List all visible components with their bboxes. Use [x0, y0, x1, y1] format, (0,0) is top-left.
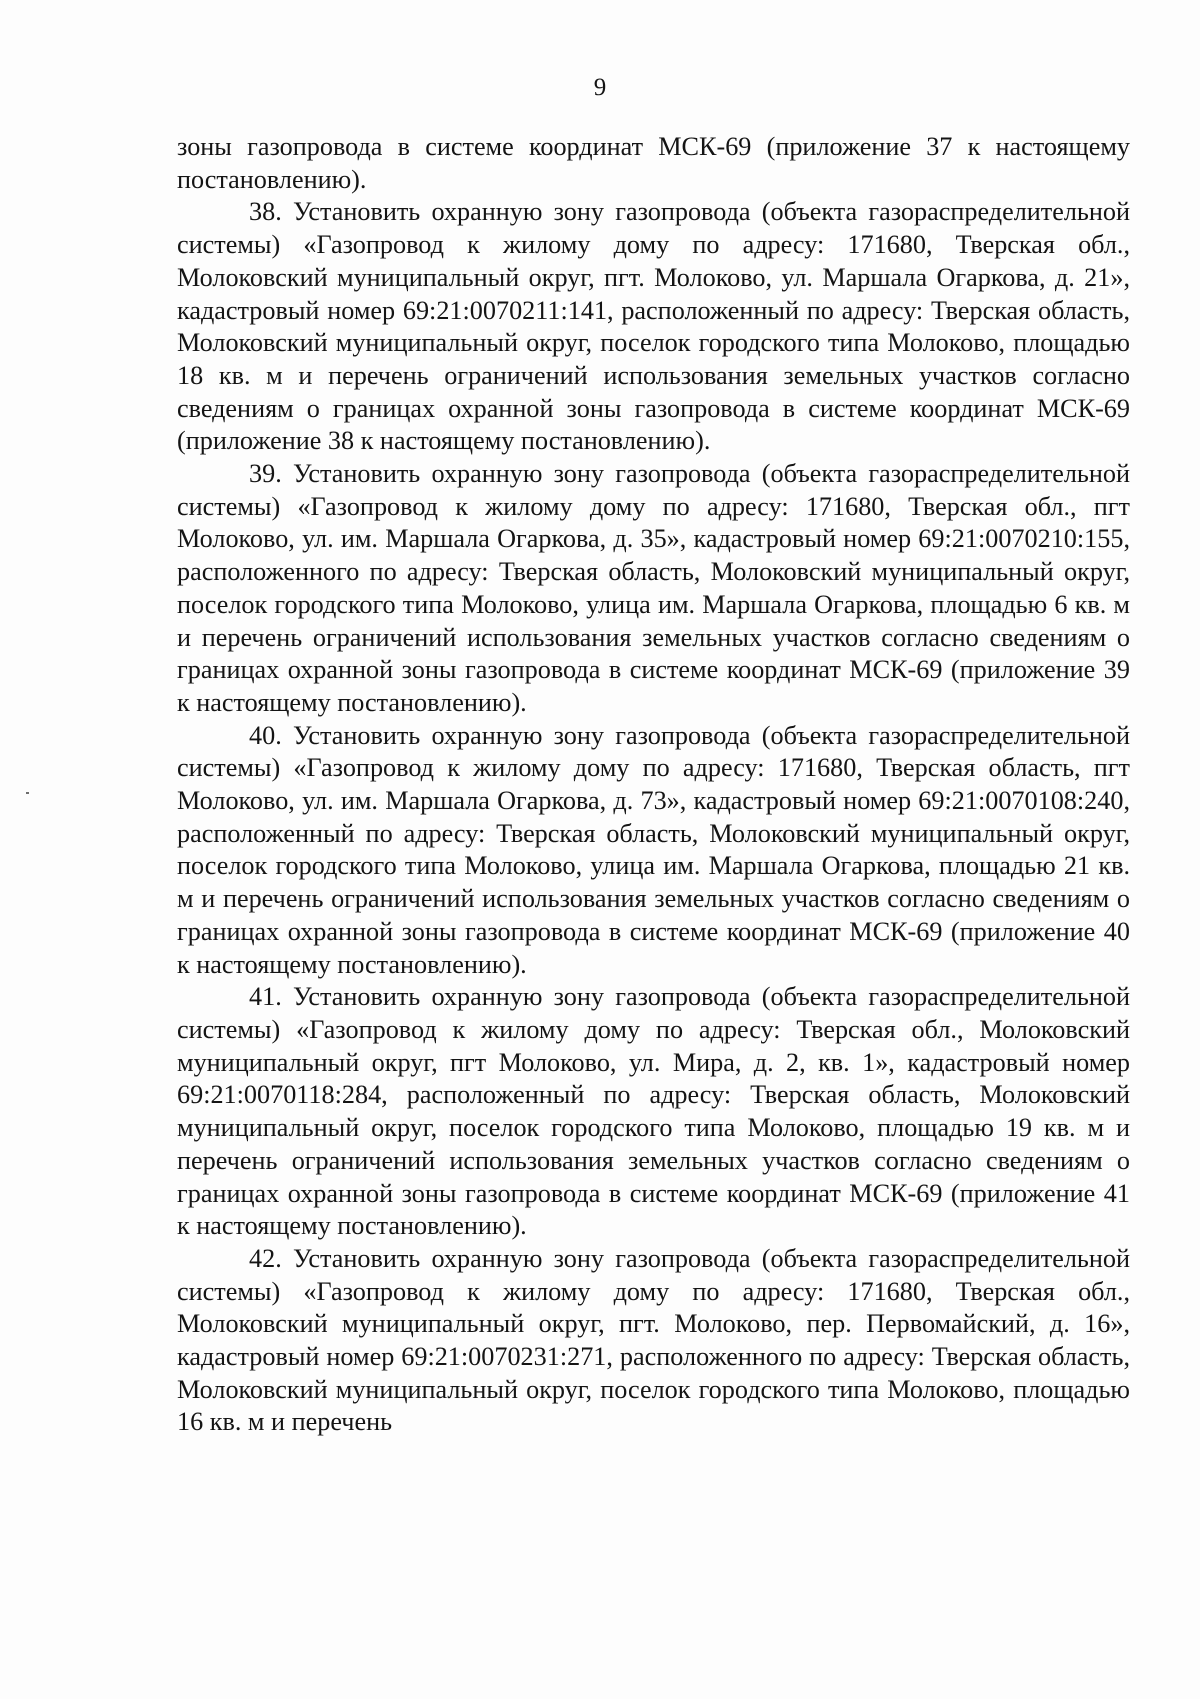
paragraph-item-38: 38. Установить охранную зону газопровода (объекта газораспределительной системы) «Газопровод к жилому дому по адресу: 171680, Тверская обл., Молоковский муниципальный округ, пгт. Молоково, ул. Маршала Огаркова, д. 21», кадастровый номер 69:21:0070211:141, расположенный по адресу: Тверская область, Молоковский муниципальный округ, поселок городского типа Молоково, площадью 18 кв. м и перечень ограничений использования земельных участков согласно сведениям о границах охранной зоны газопровода в системе координат МСК-69 (приложение 38 к настоящему постановлению).	[177, 197, 1130, 456]
paragraph-item-42: 42. Установить охранную зону газопровода (объекта газораспределительной системы) «Газопровод к жилому дому по адресу: 171680, Тверская обл., Молоковский муниципальный округ, пгт. Молоково, пер. Первомайский, д. 16», кадастровый номер 69:21:0070231:271, расположенного по адресу: Тверская область, Молоковский муниципальный округ, поселок городского типа Молоково, площадью 16 кв. м и перечень	[177, 1243, 1130, 1437]
paragraph-item-40: 40. Установить охранную зону газопровода (объекта газораспределительной системы) «Газопровод к жилому дому по адресу: 171680, Тверская область, пгт Молоково, ул. им. Маршала Огаркова, д. 73», кадастровый номер 69:21:0070108:240, расположенный по адресу: Тверская область, Молоковский муниципальный округ, поселок городского типа Молоково, улица им. Маршала Огаркова, площадью 21 кв. м и перечень ограничений использования земельных участков согласно сведениям о границах охранной зоны газопровода в системе координат МСК-69 (приложение 40 к настоящему постановлению).	[177, 720, 1130, 979]
paragraph-item-41: 41. Установить охранную зону газопровода (объекта газораспределительной системы) «Газопровод к жилому дому по адресу: Тверская обл., Молоковский муниципальный округ, пгт Молоково, ул. Мира, д. 2, кв. 1», кадастровый номер 69:21:0070118:284, расположенный по адресу: Тверская область, Молоковский муниципальный округ, поселок городского типа Молоково, площадью 19 кв. м и перечень ограничений использования земельных участков согласно сведениям о границах охранной зоны газопровода в системе координат МСК-69 (приложение 41 к настоящему постановлению).	[177, 982, 1130, 1241]
page-number: 9	[593, 74, 607, 101]
paragraph-item-39: 39. Установить охранную зону газопровода (объекта газораспределительной системы) «Газопровод к жилому дому по адресу: 171680, Тверская обл., пгт Молоково, ул. им. Маршала Огаркова, д. 35», кадастровый номер 69:21:0070210:155, расположенного по адресу: Тверская область, Молоковский муниципальный округ, поселок городского типа Молоково, улица им. Маршала Огаркова, площадью 6 кв. м и перечень ограничений использования земельных участков согласно сведениям о границах охранной зоны газопровода в системе координат МСК-69 (приложение 39 к настоящему постановлению).	[177, 459, 1130, 717]
paragraph-continuation: зоны газопровода в системе координат МСК-69 (приложение 37 к настоящему постановлению).	[177, 132, 1130, 194]
scan-speck	[26, 792, 29, 794]
document-body	[177, 131, 1130, 1439]
